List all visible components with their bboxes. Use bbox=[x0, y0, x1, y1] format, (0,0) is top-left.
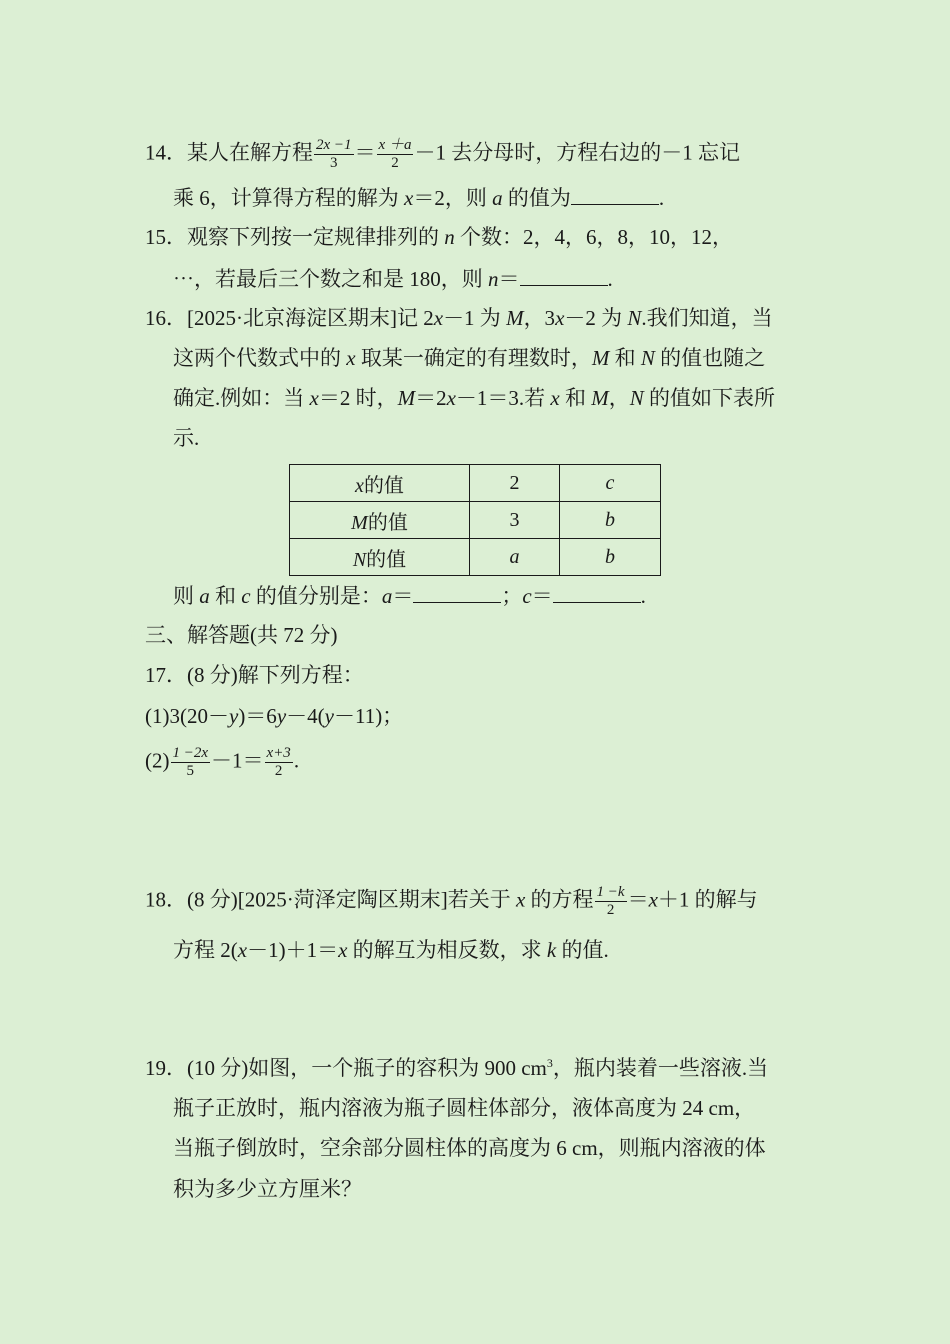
table-row bbox=[290, 539, 661, 576]
table-cell: 3 bbox=[470, 502, 560, 539]
table-cell: 2 bbox=[470, 465, 560, 502]
q18-line2: 方程 2(x－1)＋1＝x 的解互为相反数，求 k 的值. bbox=[173, 938, 609, 962]
q17-fraction-1: $\frac{1 -2x}{5}$ bbox=[172, 745, 209, 780]
q19-line4: 积为多少立方厘米？ bbox=[173, 1177, 362, 1201]
q14-line1: 14．某人在解方程 $\frac{2x -1}{3}$ ＝ $\frac{x +a}{2}$ －1 去分母时，方程右边的－1 忘记 bbox=[145, 137, 740, 172]
answer-blank[interactable] bbox=[553, 584, 641, 603]
q19-line1: 19．(10 分)如图，一个瓶子的容积为 900 $cm^3$，瓶内装着一些溶液.当 bbox=[145, 1056, 769, 1080]
table-cell: b bbox=[560, 539, 661, 576]
q18-fraction: $\frac{1 -k}{2}$ bbox=[596, 884, 625, 919]
table-cell: a bbox=[470, 539, 560, 576]
q14-fraction-2: $\frac{x +a}{2}$ bbox=[378, 137, 412, 172]
q16-line3: 确定.例如：当 x＝2 时，M＝2x－1＝3.若 x 和 M，N 的值如下表所 bbox=[173, 386, 775, 410]
q16-line4: 示. bbox=[173, 426, 200, 450]
table-cell: c bbox=[560, 465, 661, 502]
value-table bbox=[289, 464, 661, 576]
q14-line2: 乘 6，计算得方程的解为 x＝2，则 a 的值为 . bbox=[173, 186, 665, 210]
q14-fraction-1: $\frac{2x -1}{3}$ bbox=[316, 137, 352, 172]
q17-fraction-2: $\frac{x+3}{2}$ bbox=[266, 745, 291, 780]
q15-line1: 15．观察下列按一定规律排列的 n 个数：2，4，6，8，10，12， bbox=[145, 225, 733, 249]
table-cell: N的值 bbox=[290, 539, 470, 576]
q17-part1: (1)3(20－y)＝6y－4(y－11)； bbox=[145, 704, 404, 728]
table-cell: b bbox=[560, 502, 661, 539]
q17-part2: (2) $\frac{1 -2x}{5}$ －1＝ $\frac{x+3}{2}$ . bbox=[145, 745, 300, 780]
answer-blank[interactable] bbox=[413, 584, 501, 603]
q19-line3: 当瓶子倒放时，空余部分圆柱体的高度为 6 cm，则瓶内溶液的体 bbox=[173, 1136, 766, 1160]
section-heading: 三、解答题(共 72 分) bbox=[145, 623, 338, 647]
table-row bbox=[290, 465, 661, 502]
answer-blank[interactable] bbox=[571, 186, 659, 205]
table-cell: M的值 bbox=[290, 502, 470, 539]
q18-line1: 18．(8 分)[2025·菏泽定陶区期末]若关于 x 的方程 $\frac{1 -k}{2}$ ＝x＋1 的解与 bbox=[145, 884, 758, 919]
table-row bbox=[290, 502, 661, 539]
q16-line1: 16．[2025·北京海淀区期末]记 2x－1 为 M，3x－2 为 N.我们知道，当 bbox=[145, 306, 773, 330]
q15-line2: ⋯，若最后三个数之和是 180，则 n＝ . bbox=[173, 267, 613, 291]
q16-line2: 这两个代数式中的 x 取某一确定的有理数时，M 和 N 的值也随之 bbox=[173, 346, 766, 370]
answer-blank[interactable] bbox=[520, 267, 608, 286]
q19-line2: 瓶子正放时，瓶内溶液为瓶子圆柱体部分，液体高度为 24 cm， bbox=[173, 1096, 756, 1120]
q16-answer-line: 则 a 和 c 的值分别是：a＝ ；c＝ . bbox=[173, 584, 646, 608]
q17-title: 17．(8 分)解下列方程： bbox=[145, 663, 364, 687]
table-cell: x的值 bbox=[290, 465, 470, 502]
